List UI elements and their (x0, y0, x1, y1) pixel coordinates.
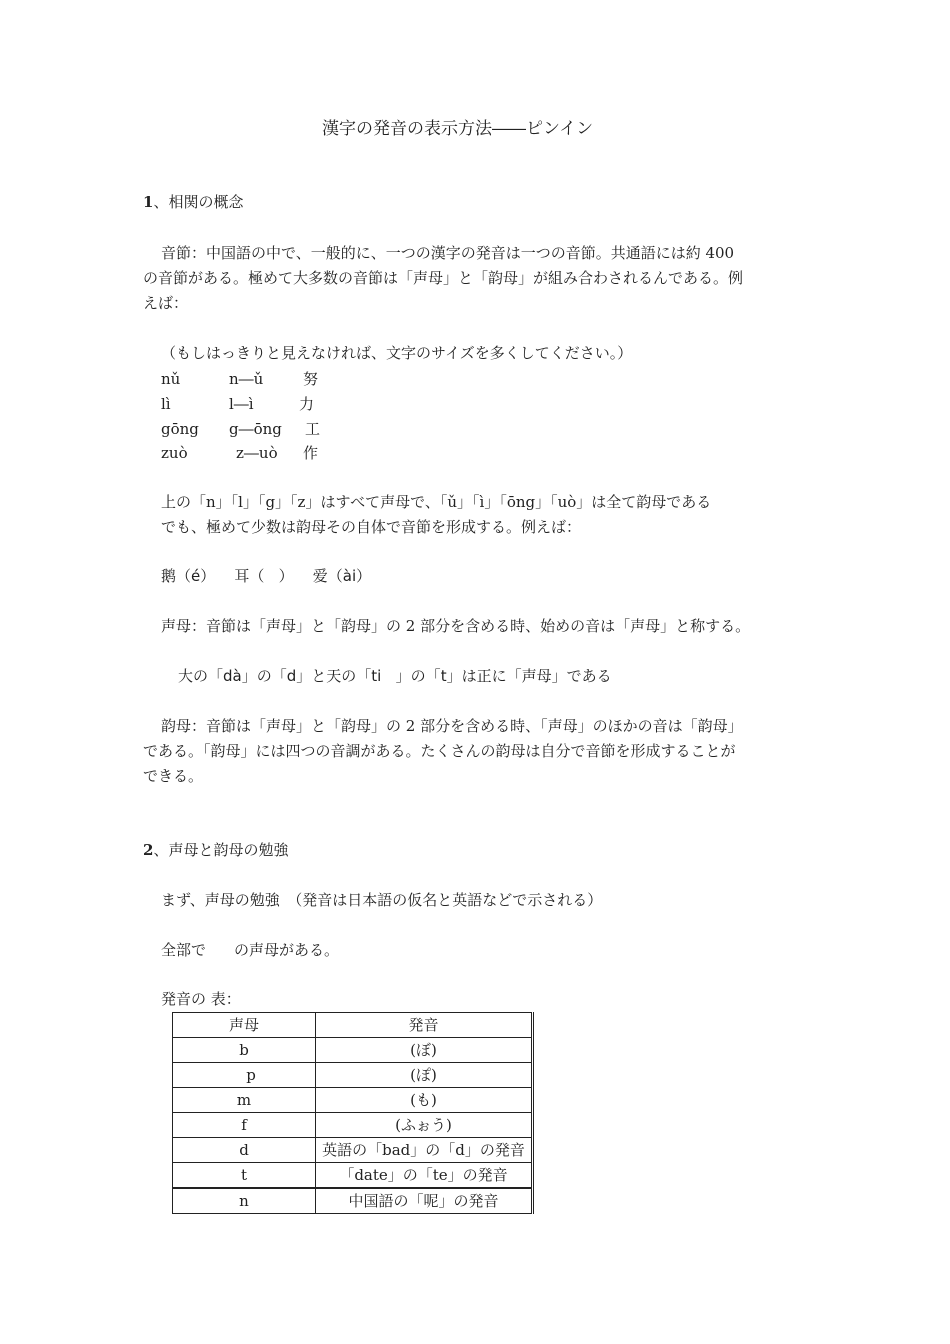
section-1-heading (143, 191, 243, 213)
section-2-heading-text: 、声母と韵母の勉強 (153, 841, 289, 859)
table-cell-sound: 中国語の「呢」の発音 (316, 1188, 533, 1214)
shengmu-example-text: 」と天の「 (296, 667, 372, 685)
example-hanzi: 爱 (312, 567, 328, 585)
shengmu-example-text: 大の「 (178, 667, 224, 685)
table-cell-sound: (ぽ) (316, 1063, 533, 1088)
table-cell-initial: d (173, 1138, 316, 1163)
example-hanzi: 工 (305, 420, 321, 438)
table-header-row (173, 1013, 533, 1038)
table-cell-initial: p (173, 1063, 316, 1088)
shengmu-definition: 声母：音節は「声母」と「韵母」の 2 部分を含める時、始めの音は「声母」と称する。 (161, 617, 751, 635)
table-cell-sound: (も) (316, 1088, 533, 1113)
shengmu-example-letter: d (286, 667, 297, 685)
shengmu-example-letter: t (440, 667, 447, 685)
table-cell-sound: 英語の「bad」の「d」の発音 (316, 1138, 533, 1163)
table-row (173, 1038, 533, 1063)
example-split: g―ōng (229, 420, 282, 438)
yunmu-definition-line-3: できる。 (143, 767, 204, 785)
shengmu-example-text: 」の「 (395, 667, 441, 685)
table-row (173, 1063, 533, 1088)
yunmu-definition-line-2: である。「韵母」には四つの音調がある。たくさんの韵母は自分で音節を形成することが (143, 742, 736, 760)
explain-line-1: 上の「n」「l」「g」「z」はすべて声母で、「ǔ」「ì」「ōng」「uò」は全て韵母である (161, 493, 712, 511)
section-1-heading-text: 、相関の概念 (153, 193, 244, 211)
page-title: 漢字の発音の表示方法――ピンイン (322, 119, 594, 139)
table-row (173, 1088, 533, 1113)
section-1-number: 1 (143, 193, 154, 211)
example-pinyin: ài (342, 567, 357, 585)
table-header-initial: 声母 (173, 1013, 316, 1038)
table-cell-sound: (ぼ) (316, 1038, 533, 1063)
example-pinyin: gōng (161, 420, 199, 438)
example-hanzi: 耳 (234, 567, 250, 585)
table-header-sound: 発音 (316, 1013, 533, 1038)
shengmu-example-word: dà (223, 667, 242, 685)
table-cell-sound: (ふぉう) (316, 1113, 533, 1138)
example-hanzi: 努 (303, 370, 319, 388)
table-row (173, 1113, 533, 1138)
shengmu-example (178, 665, 612, 687)
example-pinyin: nǔ (161, 370, 181, 388)
example-split: n―ǔ (229, 370, 264, 388)
explain-line-2: でも、極めて少数は韵母その自体で音節を形成する。例えば： (161, 518, 582, 536)
initials-intro: まず、声母の勉強 （発音は日本語の仮名と英語などで示される） (161, 891, 603, 909)
shengmu-example-word: ti (371, 667, 382, 685)
section-2-number: 2 (143, 841, 154, 859)
example-pinyin: lì (161, 395, 171, 413)
shengmu-example-text: 」は正に「声母」である (446, 667, 612, 685)
example-pinyin: é (191, 567, 201, 585)
example-hanzi: 作 (303, 444, 319, 462)
syllable-para-line-2: の音節がある。極めて大多数の音節は「声母」と「韵母」が組み合わされるんである。例 (143, 269, 744, 287)
initials-count (161, 939, 339, 961)
table-row (173, 1188, 533, 1214)
initials-count-suffix: の声母がある。 (234, 941, 340, 959)
example-hanzi: 鹅 (161, 567, 177, 585)
yunmu-definition-line-1: 韵母：音節は「声母」と「韵母」の 2 部分を含める時、「声母」のほかの音は「韵母」 (161, 717, 743, 735)
font-size-note: （もしはっきりと見えなければ、文字のサイズを多くしてください。） (161, 344, 633, 362)
example-split: l―ì (229, 395, 254, 413)
shengmu-example-text: 」の「 (241, 667, 287, 685)
table-row (173, 1163, 533, 1189)
table-cell-initial: b (173, 1038, 316, 1063)
table-cell-initial: n (173, 1188, 316, 1214)
table-cell-sound: 「date」の「te」の発音 (316, 1163, 533, 1189)
initials-count-prefix: 全部で (161, 941, 207, 959)
example-split: z―uò (236, 444, 278, 462)
pronunciation-table (172, 1012, 534, 1214)
section-2-heading (143, 839, 288, 861)
table-cell-initial: f (173, 1113, 316, 1138)
syllable-para-line-1: 音節：中国語の中で、一般的に、一つの漢字の発音は一つの音節。共通語には約 400 (161, 244, 735, 262)
table-cell-initial: t (173, 1163, 316, 1189)
table-cell-initial: m (173, 1088, 316, 1113)
example-hanzi: 力 (299, 395, 315, 413)
table-caption: 発音の 表： (161, 990, 241, 1008)
syllable-para-line-3: えば： (143, 294, 189, 312)
example-pinyin: zuò (161, 444, 188, 462)
single-final-examples: 鹅（é） 耳（ ） 爱（ài） (161, 567, 372, 585)
table-row (173, 1138, 533, 1163)
